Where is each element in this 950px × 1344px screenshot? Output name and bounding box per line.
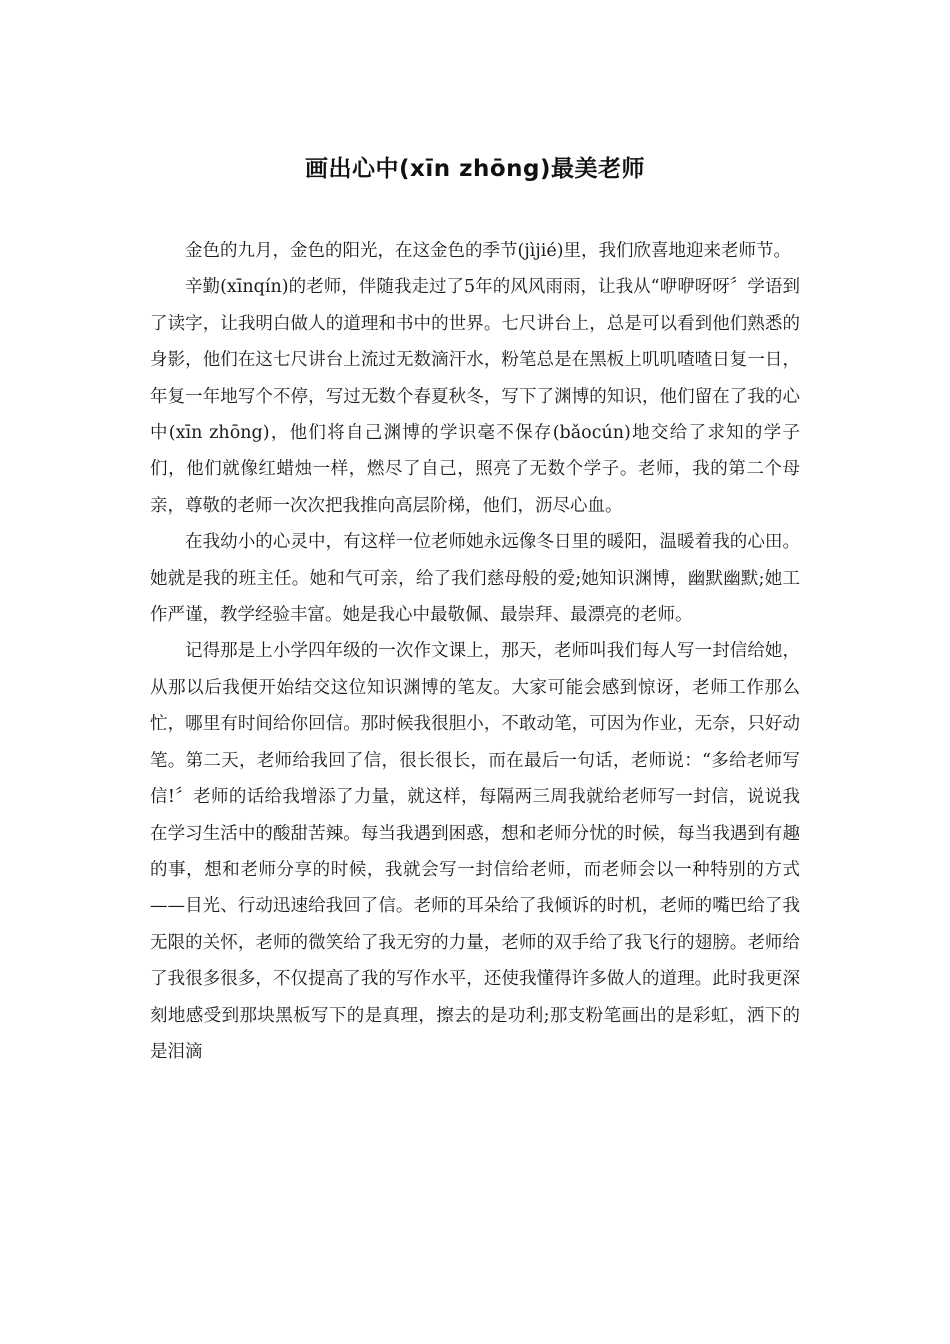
paragraph-2: 辛勤(xīnqín)的老师，伴随我走过了5年的风风雨雨，让我从“咿咿呀呀〞学语到了读字，让我明白做人的道理和书中的世界。七尺讲台上，总是可以看到他们熟悉的身影，他们在这七尺讲台上流过无数滴汗水，粉笔总是在黑板上叽叽喳喳日复一日，年复一年地写个不停，写过无数个春夏秋冬，写下了渊博的知识，他们留在了我的心中(xīn zhōng)，他们将自己渊博的学识毫不保存(bǎocún)地交给了求知的学子们，他们就像红蜡烛一样，燃尽了自己，照亮了无数个学子。老师，我的第二个母亲，尊敬的老师一次次把我推向高层阶梯，他们，沥尽心血。 [150, 277, 800, 516]
paragraph-3: 在我幼小的心灵中，有这样一位老师她永远像冬日里的暖阳，温暖着我的心田。她就是我的班主任。她和气可亲，给了我们慈母般的爱;她知识渊博，幽默幽默;她工作严谨，教学经验丰富。她是我心中最敬佩、最崇拜、最漂亮的老师。 [150, 532, 800, 626]
paragraph-1: 金色的九月，金色的阳光，在这金色的季节(jìjié)里，我们欣喜地迎来老师节。 [185, 241, 792, 261]
paragraph-4: 记得那是上小学四年级的一次作文课上，那天，老师叫我们每人写一封信给她，从那以后我便开始结交这位知识渊博的笔友。大家可能会感到惊讶，老师工作那么忙，哪里有时间给你回信。那时候我很胆小，不敢动笔，可因为作业，无奈，只好动笔。第二天，老师给我回了信，很长很长，而在最后一句话，老师说：“多给老师写信!〞老师的话给我增添了力量，就这样，每隔两三周我就给老师写一封信，说说我在学习生活中的酸甜苦辣。每当我遇到困惑，想和老师分忧的时候，每当我遇到有趣的事，想和老师分享的时候，我就会写一封信给老师，而老师会以一种特别的方式——目光、行动迅速给我回了信。老师的耳朵给了我倾诉的时机，老师的嘴巴给了我无限的关怀，老师的微笑给了我无穷的力量，老师的双手给了我飞行的翅膀。老师给了我很多很多，不仅提高了我的写作水平，还使我懂得许多做人的道理。此时我更深刻地感受到那块黑板写下的是真理，擦去的是功利;那支粉笔画出的是彩虹，洒下的是泪滴 [150, 641, 800, 1062]
document-title: 画出心中(xīn zhōng)最美老师 [304, 156, 646, 182]
document-body [150, 233, 800, 1070]
